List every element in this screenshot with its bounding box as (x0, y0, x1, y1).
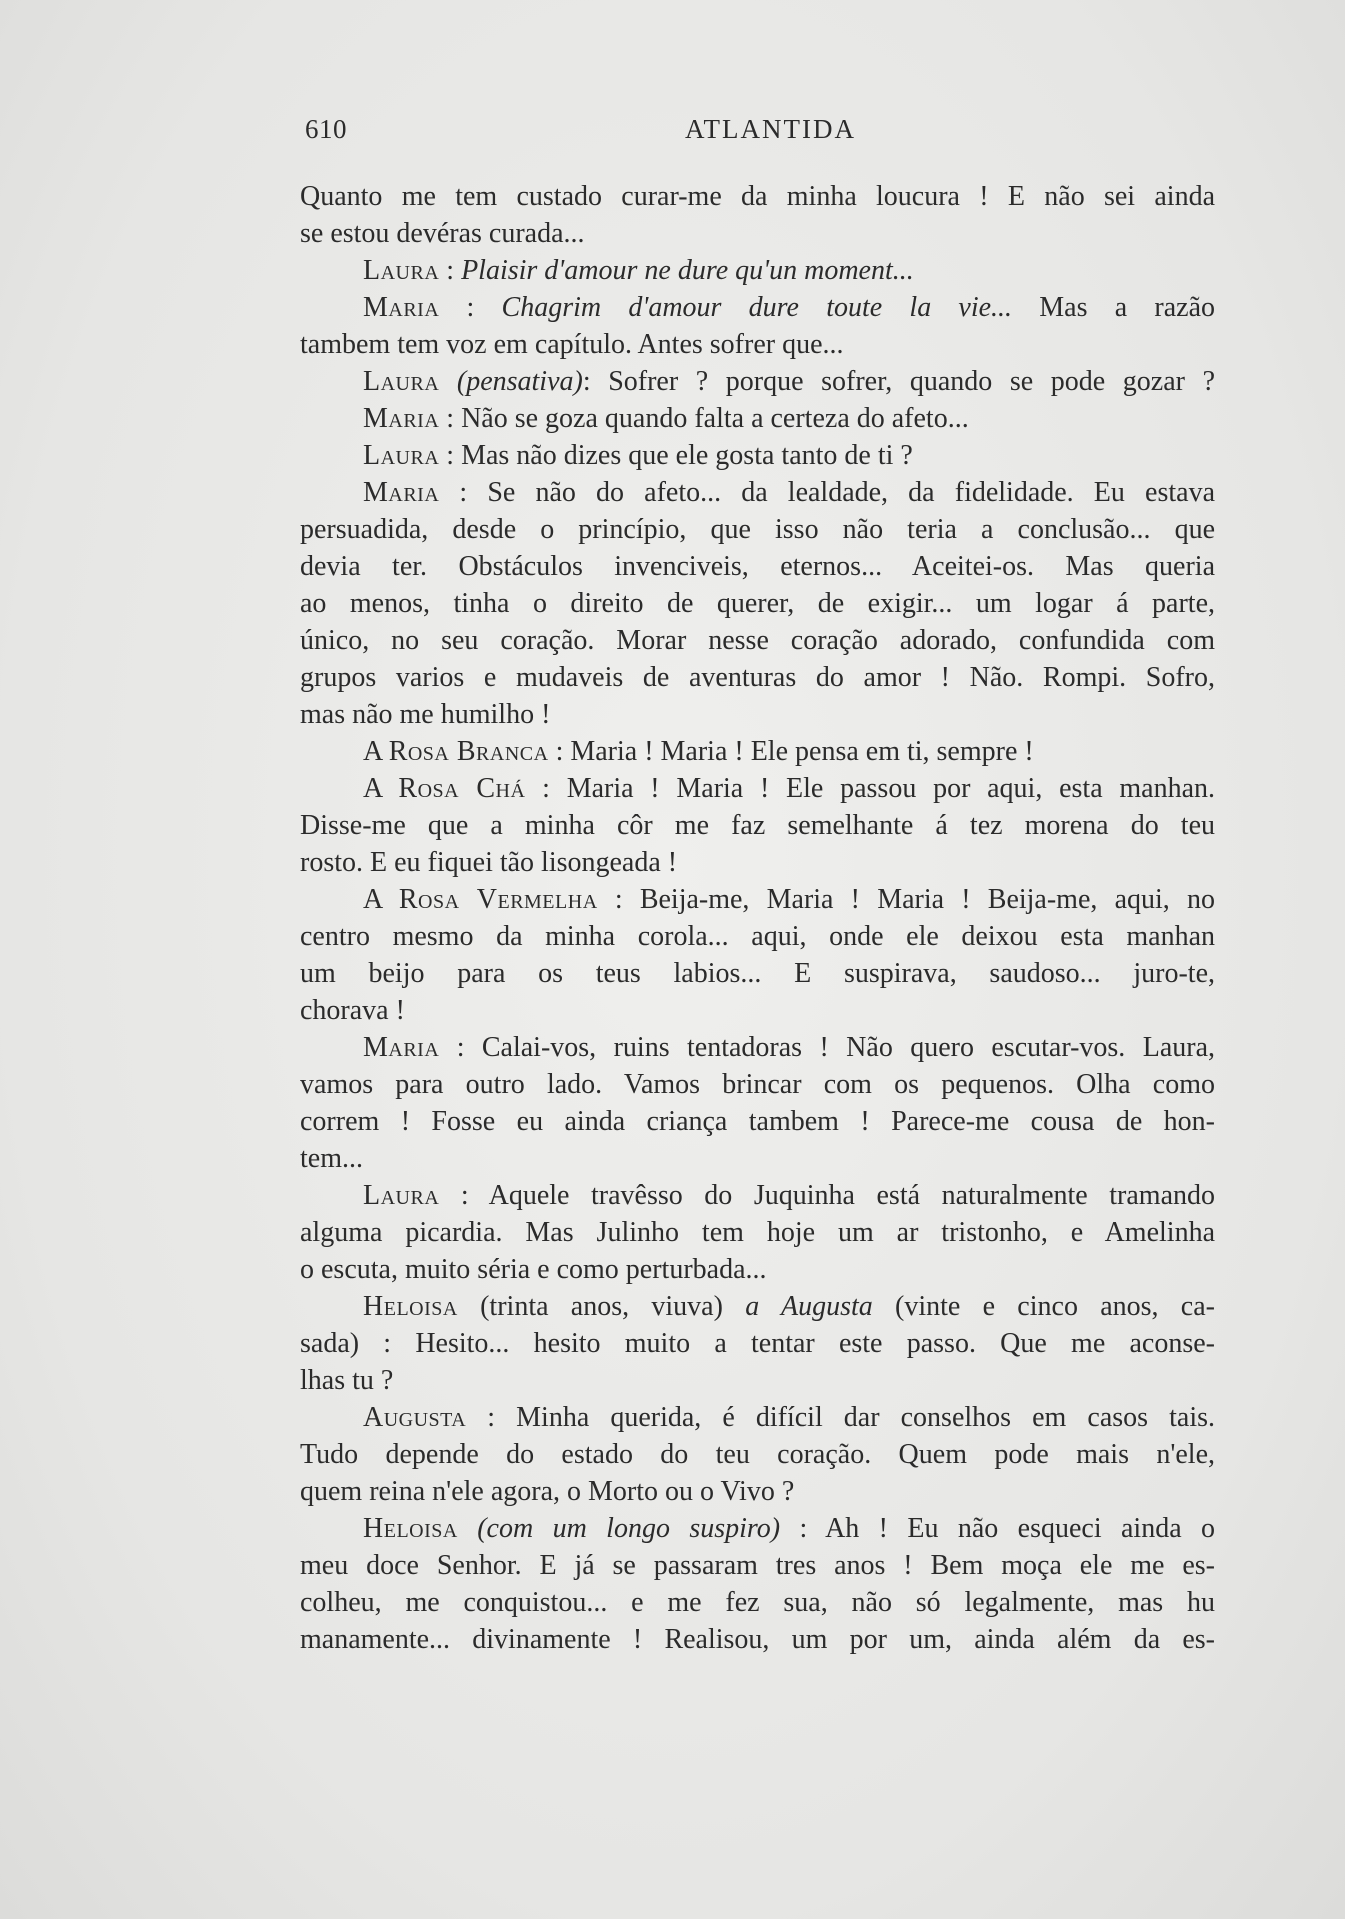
text-line (300, 1362, 1215, 1399)
line-text: alguma picardia. Mas Julinho tem hoje um ar tristonho, e Amelinha (300, 1217, 1215, 1248)
line-text: mas não me humilho ! (300, 699, 551, 730)
text-line (300, 918, 1215, 955)
line-text: Maria ! Maria ! Ele passou por aqui, esta manhan. (566, 773, 1215, 804)
line-text: Disse-me que a minha côr me faz semelhante á tez morena do teu (300, 810, 1215, 841)
text-line (300, 1029, 1215, 1066)
text-line (300, 178, 1215, 215)
italic-text: (pensativa) (456, 366, 583, 397)
text-line (300, 1177, 1215, 1214)
text-line (300, 252, 1215, 289)
line-text: : Ah ! Eu não esqueci ainda o (780, 1513, 1215, 1544)
text-line (300, 1399, 1215, 1436)
text-line (300, 1214, 1215, 1251)
line-text: devia ter. Obstáculos invenciveis, eternos... Aceitei-os. Mas queria (300, 551, 1215, 582)
speaker-name: Laura (363, 366, 440, 397)
line-text: chorava ! (300, 995, 405, 1026)
line-text: tambem tem voz em capítulo. Antes sofrer que... (300, 329, 844, 360)
text-line (300, 437, 1215, 474)
line-text: grupos varios e mudaveis de aventuras do amor ! Não. Rompi. Sofro, (300, 662, 1215, 693)
text-line (300, 733, 1215, 770)
text-line (300, 1251, 1215, 1288)
line-prefix: A (363, 736, 389, 767)
line-text: se estou devéras curada... (300, 218, 585, 249)
page-header (305, 114, 1215, 154)
speaker-name: Maria (363, 477, 440, 508)
text-line (300, 659, 1215, 696)
line-text: lhas tu ? (300, 1365, 394, 1396)
text-line (300, 326, 1215, 363)
speaker-name: Maria (363, 292, 440, 323)
speaker-name: Heloisa (363, 1513, 458, 1544)
line-text: Minha querida, é difícil dar conselhos em casos tais. (516, 1402, 1215, 1433)
line-text: correm ! Fosse eu ainda criança tambem ! Parece-me cousa de hon- (300, 1106, 1215, 1137)
page-number: 610 (305, 114, 347, 144)
line-text: único, no seu coração. Morar nesse coração adorado, confundida com (300, 625, 1215, 656)
line-text: Tudo depende do estado do teu coração. Quem pode mais n'ele, (300, 1439, 1215, 1470)
text-line (300, 807, 1215, 844)
line-text: sada) : Hesito... hesito muito a tentar este passo. Que me aconse- (300, 1328, 1215, 1359)
separator: : (439, 292, 502, 323)
separator: : (439, 255, 462, 286)
line-prefix: A (363, 773, 399, 804)
text-line (300, 844, 1215, 881)
line-text: Calai-vos, ruins tentadoras ! Não quero escutar-vos. Laura, (481, 1032, 1215, 1063)
separator: : (439, 1180, 489, 1211)
text-line (300, 474, 1215, 511)
text-line (300, 770, 1215, 807)
line-text: manamente... divinamente ! Realisou, um por um, ainda além da es- (300, 1624, 1215, 1655)
separator: : (439, 440, 462, 471)
text-line (300, 622, 1215, 659)
text-line (300, 585, 1215, 622)
text-line (300, 1103, 1215, 1140)
line-text: Mas a razão (1012, 292, 1215, 323)
separator: : (597, 884, 640, 915)
line-prefix: A (363, 884, 399, 915)
text-line (300, 1510, 1215, 1547)
line-text: Aquele travêsso do Juquinha está naturalmente tramando (488, 1180, 1215, 1211)
running-title: ATLANTIDA (685, 114, 856, 144)
text-line (300, 215, 1215, 252)
speaker-name: Laura (363, 440, 440, 471)
speaker-name: Maria (363, 403, 440, 434)
line-text: meu doce Senhor. E já se passaram tres anos ! Bem moça ele me es- (300, 1550, 1215, 1581)
text-line (300, 1325, 1215, 1362)
line-text: Beija-me, Maria ! Maria ! Beija-me, aqui, no (639, 884, 1215, 915)
speaker-name: Maria (363, 1032, 440, 1063)
text-line (300, 696, 1215, 733)
text-line (300, 955, 1215, 992)
text-line (300, 1473, 1215, 1510)
text-line (300, 548, 1215, 585)
speaker-name: Rosa Branca (388, 736, 549, 767)
text-line (300, 363, 1215, 400)
line-text: um beijo para os teus labios... E suspirava, saudoso... juro-te, (300, 958, 1215, 989)
text-line (300, 1547, 1215, 1584)
text-line (300, 1621, 1215, 1658)
line-text: (trinta anos, viuva) (480, 1291, 746, 1322)
separator: : (466, 1402, 517, 1433)
text-line (300, 1140, 1215, 1177)
text-line (300, 1584, 1215, 1621)
line-text: colheu, me conquistou... e me fez sua, não só legalmente, mas hu (300, 1587, 1215, 1618)
italic-text: Plaisir d'amour ne dure qu'un moment... (461, 255, 914, 286)
speaker-name: Rosa Chá (398, 773, 526, 804)
separator (458, 1513, 477, 1544)
text-line (300, 1066, 1215, 1103)
line-text: vamos para outro lado. Vamos brincar com os pequenos. Olha como (300, 1069, 1215, 1100)
separator: : (439, 403, 462, 434)
separator: : (439, 477, 488, 508)
separator (439, 366, 457, 397)
separator: : (439, 1032, 482, 1063)
speaker-name: Rosa Vermelha (398, 884, 598, 915)
speaker-name: Heloisa (363, 1291, 458, 1322)
text-line (300, 1288, 1215, 1325)
line-text: Não se goza quando falta a certeza do afeto... (461, 403, 969, 434)
text-line (300, 511, 1215, 548)
text-line (300, 881, 1215, 918)
text-line (300, 400, 1215, 437)
line-text: Quanto me tem custado curar-me da minha loucura ! E não sei ainda (300, 181, 1215, 212)
italic-text: Chagrim d'amour dure toute la vie... (501, 292, 1013, 323)
line-text: persuadida, desde o princípio, que isso não teria a conclusão... que (300, 514, 1215, 545)
text-line (300, 289, 1215, 326)
separator: : (525, 773, 567, 804)
separator: : (548, 736, 571, 767)
line-text: centro mesmo da minha corola... aqui, onde ele deixou esta manhan (300, 921, 1215, 952)
line-text: Maria ! Maria ! Ele pensa em ti, sempre ! (570, 736, 1034, 767)
line-text: tem... (300, 1143, 363, 1174)
line-text: rosto. E eu fiquei tão lisongeada ! (300, 847, 678, 878)
line-text: (vinte e cinco anos, ca- (872, 1291, 1215, 1322)
speaker-name: Augusta (363, 1402, 467, 1433)
text-line (300, 1436, 1215, 1473)
line-text: o escuta, muito séria e como perturbada... (300, 1254, 767, 1285)
line-text: ao menos, tinha o direito de querer, de exigir... um logar á parte, (300, 588, 1215, 619)
italic-text: (com um longo suspiro) (477, 1513, 781, 1544)
body-text (300, 178, 1215, 1658)
separator (458, 1291, 480, 1322)
italic-text: a Augusta (745, 1291, 873, 1322)
line-text: Se não do afeto... da lealdade, da fidelidade. Eu estava (487, 477, 1215, 508)
speaker-name: Laura (363, 255, 440, 286)
text-line (300, 992, 1215, 1029)
line-text: quem reina n'ele agora, o Morto ou o Vivo ? (300, 1476, 795, 1507)
line-text: Mas não dizes que ele gosta tanto de ti ? (461, 440, 913, 471)
line-text: : Sofrer ? porque sofrer, quando se pode gozar ? (582, 366, 1215, 397)
speaker-name: Laura (363, 1180, 440, 1211)
